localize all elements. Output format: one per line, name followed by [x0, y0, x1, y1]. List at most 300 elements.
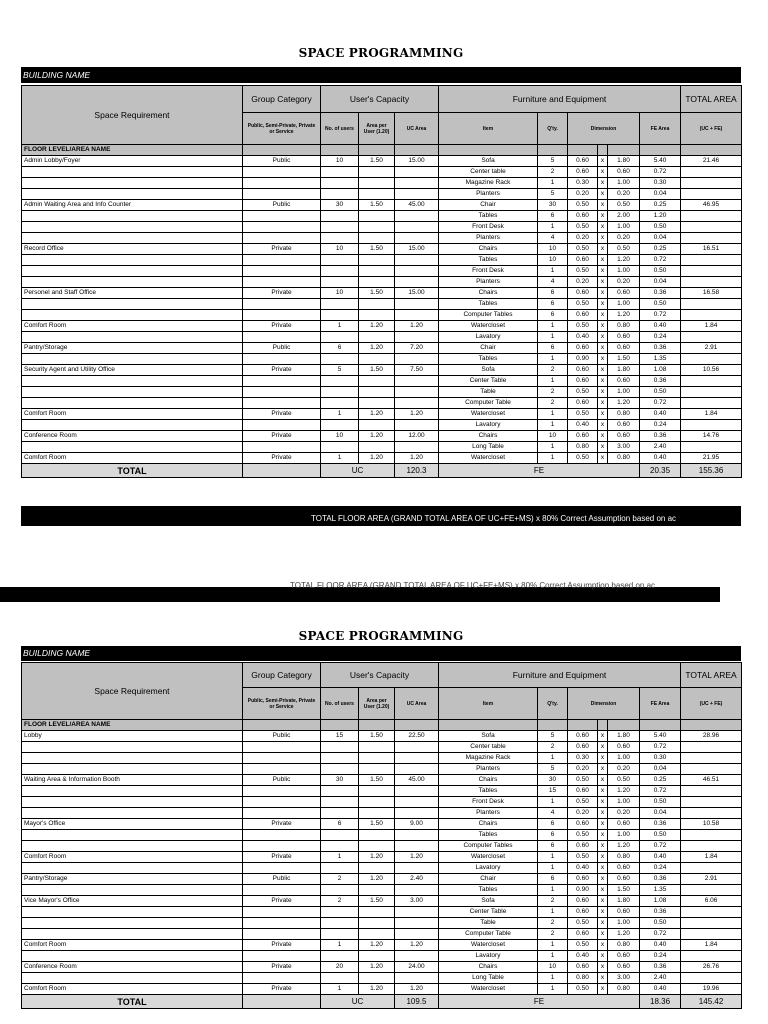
group-category-cell: Private [243, 409, 321, 420]
qty-cell: 1 [538, 885, 568, 896]
uc-area-cell [395, 808, 439, 819]
dim-x-cell: x [598, 962, 608, 973]
dim-length-cell: 1.50 [608, 354, 640, 365]
group-category-cell [243, 442, 321, 453]
no-of-users-cell: 30 [321, 200, 359, 211]
no-of-users-cell [321, 354, 359, 365]
total-area-cell [681, 310, 742, 321]
item-cell: Chairs [439, 431, 538, 442]
dim-length-cell: 0.60 [608, 332, 640, 343]
item-cell: Chairs [439, 244, 538, 255]
qty-cell: 1 [538, 984, 568, 995]
fe-area-cell: 0.24 [640, 332, 681, 343]
no-users-header: No. of users [321, 688, 359, 720]
dim-length-cell: 0.80 [608, 409, 640, 420]
fe-area-cell: 0.04 [640, 808, 681, 819]
footer-note-text: TOTAL FLOOR AREA (GRAND TOTAL AREA OF UC+FE+MS) x 80% Correct Assumption based on ac [311, 514, 677, 523]
dim-length-cell: 1.80 [608, 365, 640, 376]
space-requirement-cell [22, 376, 243, 387]
dim-x-cell: x [598, 918, 608, 929]
users-capacity-header: User's Capacity [321, 663, 439, 688]
fe-area-cell: 1.08 [640, 365, 681, 376]
area-per-user-cell [359, 211, 395, 222]
uc-area-cell [395, 797, 439, 808]
space-requirement-cell [22, 310, 243, 321]
uc-area-cell [395, 841, 439, 852]
no-of-users-cell [321, 973, 359, 984]
item-cell: Front Desk [439, 266, 538, 277]
item-cell: Watercloset [439, 940, 538, 951]
uc-area-cell: 2.40 [395, 874, 439, 885]
no-of-users-cell [321, 786, 359, 797]
dim-width-cell: 0.60 [568, 343, 598, 354]
dim-length-cell: 1.20 [608, 929, 640, 940]
total-area-cell [681, 742, 742, 753]
fe-area-cell: 5.40 [640, 731, 681, 742]
dim-width-cell: 0.60 [568, 874, 598, 885]
group-sub-header: Public, Semi-Private, Private or Service [243, 113, 321, 145]
space-requirement-cell: Vice Mayor's Office [22, 896, 243, 907]
group-category-cell [243, 167, 321, 178]
qty-cell: 2 [538, 929, 568, 940]
item-cell: Table [439, 387, 538, 398]
dim-x-cell: x [598, 178, 608, 189]
total-area-cell [681, 277, 742, 288]
dim-width-cell: 0.50 [568, 266, 598, 277]
dim-width-cell: 0.50 [568, 775, 598, 786]
dim-width-cell: 0.50 [568, 387, 598, 398]
no-of-users-cell: 10 [321, 244, 359, 255]
space-requirement-cell: Pantry/Storage [22, 874, 243, 885]
uc-area-cell [395, 885, 439, 896]
group-category-cell [243, 918, 321, 929]
dim-x-cell: x [598, 830, 608, 841]
fe-area-cell: 0.72 [640, 929, 681, 940]
space-requirement-cell: Admin Lobby/Foyer [22, 156, 243, 167]
dim-x-cell: x [598, 874, 608, 885]
total-area-cell [681, 167, 742, 178]
dim-width-cell: 0.60 [568, 310, 598, 321]
space-requirement-header: Space Requirement [22, 663, 243, 720]
dim-width-cell: 0.30 [568, 178, 598, 189]
no-of-users-cell: 1 [321, 984, 359, 995]
qty-cell: 10 [538, 431, 568, 442]
cropped-footer-strip [0, 581, 720, 602]
dim-length-cell: 1.50 [608, 885, 640, 896]
dim-length-cell: 0.60 [608, 376, 640, 387]
uc-label: UC [321, 464, 395, 478]
group-category-cell [243, 178, 321, 189]
area-per-user-cell [359, 376, 395, 387]
qty-cell: 10 [538, 255, 568, 266]
uc-area-cell [395, 929, 439, 940]
space-requirement-cell [22, 797, 243, 808]
space-requirement-cell [22, 907, 243, 918]
group-category-cell [243, 266, 321, 277]
group-category-cell [243, 764, 321, 775]
item-cell: Planters [439, 233, 538, 244]
item-cell: Tables [439, 299, 538, 310]
no-of-users-cell [321, 277, 359, 288]
space-requirement-cell [22, 885, 243, 896]
dim-width-cell: 0.50 [568, 299, 598, 310]
qty-cell: 4 [538, 808, 568, 819]
space-requirement-cell [22, 786, 243, 797]
space-requirement-cell [22, 277, 243, 288]
dim-x-cell: x [598, 973, 608, 984]
uc-area-cell [395, 310, 439, 321]
item-cell: Sofa [439, 156, 538, 167]
item-header: Item [439, 688, 538, 720]
area-per-user-cell: 1.50 [359, 731, 395, 742]
no-of-users-cell [321, 222, 359, 233]
table-row [22, 409, 742, 420]
dim-width-cell: 0.80 [568, 973, 598, 984]
total-area-cell: 26.76 [681, 962, 742, 973]
item-cell: Center Table [439, 907, 538, 918]
item-cell: Planters [439, 277, 538, 288]
dim-width-cell: 0.20 [568, 189, 598, 200]
qty-cell: 1 [538, 266, 568, 277]
dimension-header: Dimension [568, 113, 640, 145]
group-category-cell [243, 376, 321, 387]
no-of-users-cell: 1 [321, 409, 359, 420]
dim-width-cell: 0.20 [568, 277, 598, 288]
qty-cell: 6 [538, 211, 568, 222]
qty-cell: 5 [538, 189, 568, 200]
table-row [22, 929, 742, 940]
group-category-cell [243, 277, 321, 288]
fe-area-cell: 0.50 [640, 222, 681, 233]
dim-x-cell: x [598, 343, 608, 354]
no-of-users-cell [321, 310, 359, 321]
qty-cell: 4 [538, 233, 568, 244]
dim-length-cell: 2.00 [608, 211, 640, 222]
no-of-users-cell: 6 [321, 343, 359, 354]
no-of-users-cell [321, 167, 359, 178]
area-per-user-cell [359, 387, 395, 398]
area-per-user-cell [359, 189, 395, 200]
space-requirement-header: Space Requirement [22, 86, 243, 145]
dim-length-cell: 0.60 [608, 431, 640, 442]
dim-width-cell: 0.40 [568, 863, 598, 874]
space-requirement-cell [22, 841, 243, 852]
area-per-user-cell [359, 808, 395, 819]
no-of-users-cell [321, 918, 359, 929]
dim-length-cell: 3.00 [608, 973, 640, 984]
dim-x-cell: x [598, 808, 608, 819]
area-per-user-cell [359, 951, 395, 962]
dim-width-cell: 0.90 [568, 885, 598, 896]
uc-area-cell [395, 442, 439, 453]
area-per-user-cell: 1.50 [359, 156, 395, 167]
item-cell: Long Table [439, 973, 538, 984]
fe-area-cell: 0.24 [640, 951, 681, 962]
space-requirement-cell: Record Office [22, 244, 243, 255]
dim-x-cell: x [598, 354, 608, 365]
dim-x-cell: x [598, 819, 608, 830]
uc-area-cell: 1.20 [395, 852, 439, 863]
space-requirement-cell: Comfort Room [22, 321, 243, 332]
space-requirement-cell: Comfort Room [22, 984, 243, 995]
dim-length-cell: 0.60 [608, 819, 640, 830]
total-area-cell [681, 398, 742, 409]
total-area-cell [681, 178, 742, 189]
qty-cell: 1 [538, 321, 568, 332]
dim-width-cell: 0.60 [568, 156, 598, 167]
group-category-cell [243, 808, 321, 819]
dim-width-cell: 0.60 [568, 288, 598, 299]
item-cell: Front Desk [439, 222, 538, 233]
fe-area-cell: 0.36 [640, 819, 681, 830]
dim-length-cell: 3.00 [608, 442, 640, 453]
item-cell: Sofa [439, 365, 538, 376]
area-per-user-cell [359, 797, 395, 808]
space-requirement-cell [22, 233, 243, 244]
fe-area-cell: 2.40 [640, 442, 681, 453]
table-row [22, 918, 742, 929]
no-of-users-cell [321, 299, 359, 310]
dim-x-cell: x [598, 332, 608, 343]
table-row [22, 277, 742, 288]
total-area-cell [681, 863, 742, 874]
total-area-cell [681, 354, 742, 365]
uc-area-cell [395, 951, 439, 962]
qty-cell: 30 [538, 200, 568, 211]
building-name-bar: BUILDING NAME [21, 646, 741, 661]
total-area-cell [681, 266, 742, 277]
table-row [22, 753, 742, 764]
no-of-users-cell: 5 [321, 365, 359, 376]
dim-width-cell: 0.20 [568, 233, 598, 244]
no-of-users-cell [321, 233, 359, 244]
dim-x-cell: x [598, 156, 608, 167]
group-category-cell: Public [243, 775, 321, 786]
item-cell: Tables [439, 255, 538, 266]
space-requirement-cell [22, 222, 243, 233]
space-requirement-cell [22, 266, 243, 277]
dim-length-cell: 1.20 [608, 841, 640, 852]
grand-total: 155.36 [681, 464, 742, 478]
dim-width-cell: 0.50 [568, 797, 598, 808]
space-requirement-cell: Admin Waiting Area and Info Counter [22, 200, 243, 211]
total-area-cell: 1.84 [681, 321, 742, 332]
space-requirement-cell: Comfort Room [22, 409, 243, 420]
dim-width-cell: 0.60 [568, 742, 598, 753]
dim-x-cell: x [598, 907, 608, 918]
uc-area-cell: 1.20 [395, 321, 439, 332]
footer-note [21, 506, 741, 526]
fe-area-cell: 0.40 [640, 940, 681, 951]
dim-x-cell: x [598, 398, 608, 409]
fe-area-cell: 0.30 [640, 753, 681, 764]
table-row [22, 797, 742, 808]
qty-cell: 2 [538, 167, 568, 178]
dim-width-cell: 0.50 [568, 852, 598, 863]
dim-length-cell: 0.60 [608, 742, 640, 753]
uc-area-cell [395, 266, 439, 277]
item-cell: Lavatory [439, 420, 538, 431]
no-of-users-cell: 1 [321, 940, 359, 951]
table-row [22, 266, 742, 277]
uc-area-cell: 15.00 [395, 156, 439, 167]
area-per-user-cell [359, 841, 395, 852]
area-per-user-cell [359, 786, 395, 797]
fe-area-cell: 2.40 [640, 973, 681, 984]
dim-x-cell: x [598, 211, 608, 222]
no-of-users-cell [321, 420, 359, 431]
space-requirement-cell: Pantry/Storage [22, 343, 243, 354]
space-requirement-cell: Lobby [22, 731, 243, 742]
area-per-user-cell [359, 442, 395, 453]
dim-length-cell: 0.50 [608, 775, 640, 786]
area-per-user-cell: 1.20 [359, 962, 395, 973]
fe-area-cell: 0.72 [640, 398, 681, 409]
dim-x-cell: x [598, 277, 608, 288]
group-category-cell [243, 841, 321, 852]
uc-area-cell [395, 354, 439, 365]
dim-x-cell: x [598, 167, 608, 178]
group-category-cell [243, 189, 321, 200]
space-requirement-cell [22, 951, 243, 962]
fe-area-cell: 0.36 [640, 431, 681, 442]
dim-length-cell: 0.60 [608, 962, 640, 973]
table-row [22, 167, 742, 178]
area-per-user-cell: 1.50 [359, 244, 395, 255]
dim-length-cell: 0.60 [608, 167, 640, 178]
uc-area-cell [395, 222, 439, 233]
group-category-cell [243, 973, 321, 984]
dim-width-cell: 0.90 [568, 354, 598, 365]
table-row [22, 973, 742, 984]
no-of-users-cell [321, 255, 359, 266]
space-requirement-cell [22, 387, 243, 398]
uc-area-cell [395, 907, 439, 918]
dim-x-cell: x [598, 420, 608, 431]
total-label: TOTAL [22, 464, 243, 478]
area-per-user-cell [359, 266, 395, 277]
qty-cell: 2 [538, 398, 568, 409]
dim-x-cell: x [598, 786, 608, 797]
uc-area-cell: 22.50 [395, 731, 439, 742]
table-row [22, 233, 742, 244]
space-requirement-cell: Conference Room [22, 962, 243, 973]
dim-length-cell: 0.60 [608, 874, 640, 885]
uc-area-cell [395, 742, 439, 753]
total-area-cell [681, 189, 742, 200]
no-of-users-cell: 1 [321, 453, 359, 464]
table-row [22, 819, 742, 830]
space-requirement-cell [22, 354, 243, 365]
space-requirement-cell: Comfort Room [22, 940, 243, 951]
uc-area-cell [395, 764, 439, 775]
table-row [22, 830, 742, 841]
uc-fe-header: (UC + FE) [681, 688, 742, 720]
group-category-cell: Public [243, 156, 321, 167]
dim-width-cell: 0.50 [568, 321, 598, 332]
qty-cell: 1 [538, 940, 568, 951]
qty-cell: 1 [538, 453, 568, 464]
dim-length-cell: 1.00 [608, 387, 640, 398]
area-per-user-cell: 1.20 [359, 321, 395, 332]
fe-area-cell: 0.30 [640, 178, 681, 189]
group-category-header: Group Category [243, 86, 321, 113]
fe-area-cell: 0.25 [640, 775, 681, 786]
table-row [22, 376, 742, 387]
group-category-cell: Public [243, 731, 321, 742]
table-row [22, 896, 742, 907]
dim-width-cell: 0.60 [568, 731, 598, 742]
dim-length-cell: 0.80 [608, 984, 640, 995]
table-row [22, 775, 742, 786]
table-row [22, 255, 742, 266]
item-cell: Long Table [439, 442, 538, 453]
space-requirement-cell [22, 167, 243, 178]
fe-area-cell: 0.24 [640, 420, 681, 431]
space-requirement-cell [22, 973, 243, 984]
uc-area-cell [395, 387, 439, 398]
total-label: TOTAL [22, 995, 243, 1009]
space-requirement-cell [22, 442, 243, 453]
uc-area-cell [395, 255, 439, 266]
item-cell: Table [439, 918, 538, 929]
table-row [22, 951, 742, 962]
group-sub-header: Public, Semi-Private, Private or Service [243, 688, 321, 720]
space-requirement-cell [22, 211, 243, 222]
total-area-cell [681, 929, 742, 940]
item-cell: Planters [439, 189, 538, 200]
space-requirement-cell [22, 753, 243, 764]
table-row [22, 387, 742, 398]
total-area-cell [681, 211, 742, 222]
group-category-cell [243, 742, 321, 753]
dim-x-cell: x [598, 841, 608, 852]
qty-cell: 1 [538, 354, 568, 365]
group-category-cell: Private [243, 962, 321, 973]
dim-width-cell: 0.40 [568, 420, 598, 431]
space-requirement-cell [22, 398, 243, 409]
total-area-cell [681, 222, 742, 233]
group-category-cell: Public [243, 200, 321, 211]
uc-area-cell: 45.00 [395, 775, 439, 786]
table-row [22, 420, 742, 431]
group-category-cell [243, 951, 321, 962]
fe-area-cell: 0.40 [640, 984, 681, 995]
item-cell: Planters [439, 808, 538, 819]
qty-cell: 6 [538, 299, 568, 310]
dim-x-cell: x [598, 266, 608, 277]
no-of-users-cell: 15 [321, 731, 359, 742]
item-cell: Chairs [439, 962, 538, 973]
no-of-users-cell [321, 929, 359, 940]
total-area-cell: 1.84 [681, 852, 742, 863]
floor-level-label: FLOOR LEVEL/AREA NAME [22, 145, 243, 156]
fe-total: 18.36 [640, 995, 681, 1009]
area-per-user-cell [359, 255, 395, 266]
area-per-user-cell: 1.50 [359, 365, 395, 376]
no-of-users-cell: 6 [321, 819, 359, 830]
qty-cell: 1 [538, 863, 568, 874]
item-cell: Computer Table [439, 398, 538, 409]
uc-area-cell [395, 753, 439, 764]
total-area-cell [681, 764, 742, 775]
total-area-header: TOTAL AREA [681, 86, 742, 113]
group-category-header: Group Category [243, 663, 321, 688]
no-of-users-cell: 10 [321, 431, 359, 442]
total-area-cell [681, 951, 742, 962]
item-cell: Watercloset [439, 409, 538, 420]
fe-area-cell: 0.04 [640, 277, 681, 288]
